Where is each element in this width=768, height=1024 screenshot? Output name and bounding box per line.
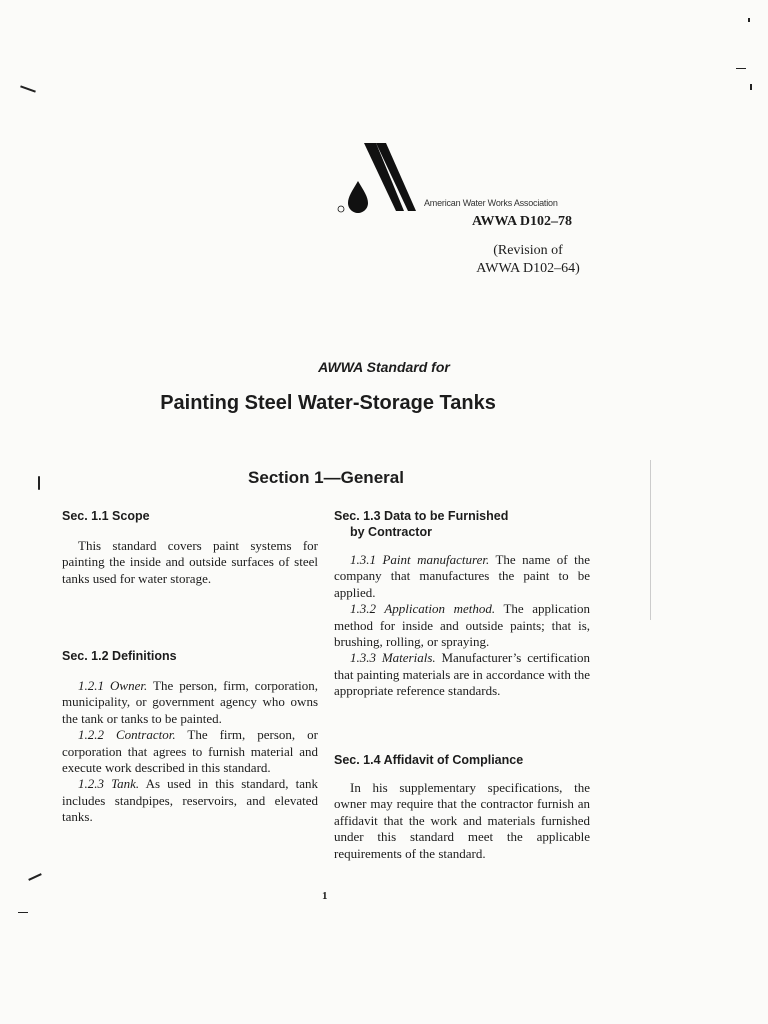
- standard-for-label: AWWA Standard for: [318, 359, 450, 375]
- sec-1-2-heading: Sec. 1.2 Definitions: [62, 649, 177, 663]
- definition-tank-label: 1.2.3 Tank.: [78, 776, 140, 792]
- definition-owner-label: 1.2.1 Owner.: [78, 678, 148, 693]
- document-title: Painting Steel Water-Storage Tanks: [160, 392, 496, 414]
- data-application-method-text: The application method for inside and outside paints; that is, brushing, rolling, or spraying.: [334, 601, 590, 650]
- definition-tank: [62, 776, 318, 825]
- scan-mark: [28, 873, 42, 881]
- data-materials-text: Manufacturer’s certification that painting materials are in accordance with the appropriate reference standards.: [334, 650, 590, 699]
- document-number: AWWA D102–78: [472, 214, 572, 229]
- sec-1-4-heading: Sec. 1.4 Affidavit of Compliance: [334, 753, 524, 767]
- data-paint-manufacturer: [334, 552, 590, 601]
- revision-note: [464, 242, 592, 278]
- awwa-logo-icon: [336, 143, 416, 213]
- sec-1-3-heading-line-1: Sec. 1.3 Data to be Furnished: [334, 509, 509, 523]
- sec-1-4-text: In his supplementary specifications, the owner may require that the contractor furnish an affidavit that the work and materials furnished under this standard meet the applicable requirements of the standard.: [334, 780, 590, 861]
- sec-1-2-body: [62, 678, 318, 826]
- data-materials-label: 1.3.3 Materials.: [350, 650, 436, 666]
- page-number: 1: [322, 890, 328, 902]
- definition-contractor-label: 1.2.2 Contractor.: [78, 727, 176, 743]
- data-application-method-label: 1.3.2 Application method.: [350, 601, 496, 617]
- sec-1-3-body: [334, 552, 590, 700]
- organization-name: American Water Works Association: [424, 198, 558, 208]
- data-paint-manufacturer-text: The name of the company that manufactures the paint to be applied.: [334, 552, 591, 600]
- sec-1-3-heading-line-2: by Contractor: [350, 525, 432, 539]
- sec-1-3: [334, 508, 590, 700]
- scan-mark: [650, 460, 651, 620]
- sec-1-1: [62, 508, 318, 587]
- definition-contractor-text: The firm, person, or corporation that agrees to furnish material and execute work described in this standard.: [62, 727, 318, 776]
- scan-mark: [748, 18, 750, 22]
- data-paint-manufacturer-label: 1.3.1 Paint manufacturer.: [350, 552, 490, 567]
- definition-tank-text: As used in this standard, tank includes standpipes, reservoirs, and elevated tanks.: [62, 776, 318, 825]
- scan-mark: [736, 68, 746, 69]
- sec-1-2: [62, 648, 318, 826]
- sec-1-1-body: [62, 538, 318, 587]
- data-application-method: [334, 601, 590, 650]
- definition-owner-text: The person, firm, corporation, municipality, or government agency who owns the tank or tanks to be painted.: [62, 678, 318, 726]
- sec-1-1-heading: Sec. 1.1 Scope: [62, 509, 150, 523]
- sec-1-4-body: [334, 780, 590, 862]
- definition-contractor: [62, 727, 318, 776]
- data-materials: [334, 650, 590, 699]
- sec-1-4: [334, 752, 590, 862]
- sec-1-1-text: This standard covers paint systems for painting the inside and outside surfaces of steel tanks used for water storage.: [62, 538, 318, 586]
- scan-mark: [18, 912, 28, 913]
- scan-mark: [20, 85, 36, 92]
- revision-line-2: AWWA D102–64): [476, 261, 580, 276]
- revision-line-1: (Revision of: [493, 243, 563, 258]
- section-title: Section 1—General: [248, 468, 404, 487]
- definition-owner: [62, 678, 318, 727]
- scan-mark: [750, 84, 752, 90]
- scan-mark: [38, 476, 40, 490]
